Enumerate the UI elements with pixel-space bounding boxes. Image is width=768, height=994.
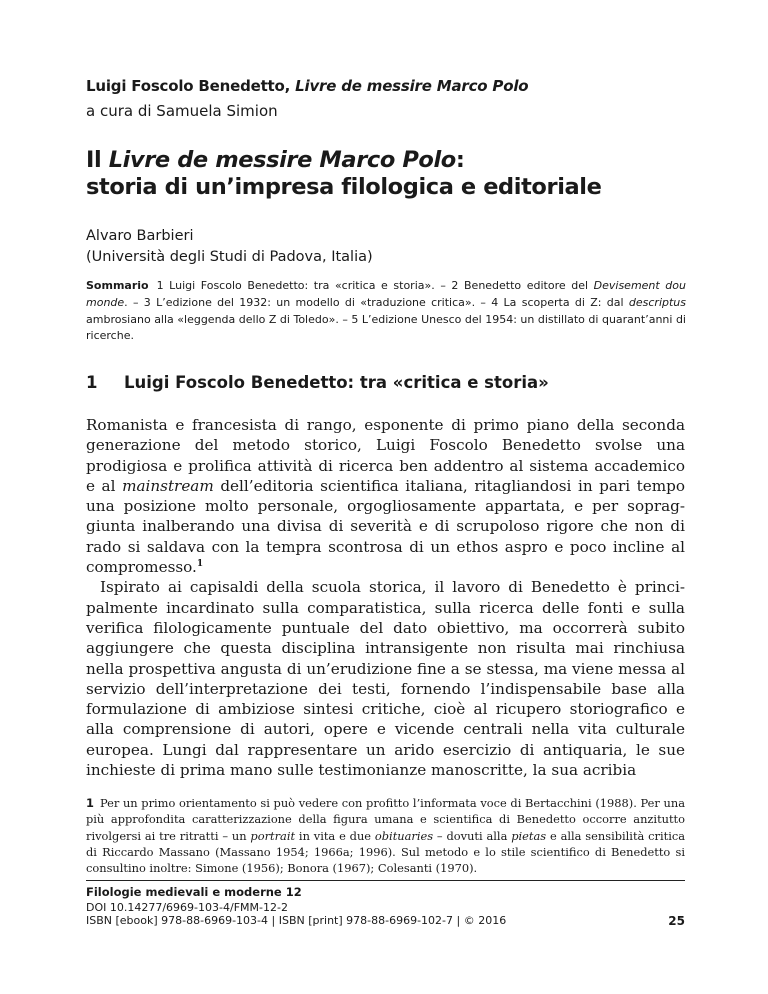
book-reference <box>86 77 528 95</box>
body-paragraph: Romanista e francesista di rango, esponente di primo piano della seconda generazione del metodo storico, Luigi Foscolo Benedetto svolse una prodigiosa e prolifica attività di ricerca ben addentro al sistema accademico e al mainstream dell’editoria scientifica italiana, ritagliandosi in pari tempo una posizione molto personale, orgogliosamente appartata, e per sopraggiunta inalberando una divisa di severità e di scrupoloso rigore che non di rado si saldava con la tempra scontrosa di un ethos aspro e poco incline al compromesso.$^1$ <box>86 416 686 577</box>
article-title: Il Livre de messire Marco Polo: storia di un’impresa filologica e editoriale <box>86 147 602 200</box>
footer-rule <box>86 880 685 881</box>
summary-label: Sommario <box>86 279 149 292</box>
footnote: 1 Per un primo orientamento si può vedere con profitto l’informata voce di Bertacchini (1988). Per una più approfondita caratterizzazione della figura umana e scientifica di Benedetto occorre anzitutto rivolgersi ai tre ritratti – un portrait in vita e due obituaries – dovuti alla pietas e alla sensibilità critica di Riccardo Massano (Massano 1954; 1966a; 1996). Sul metodo e lo stile scientifico di Benedetto si consultino inoltre: Simone (1956); Bonora (1967); Colesanti (1970). <box>86 796 686 876</box>
book-title: Livre de messire Marco Polo <box>295 77 529 95</box>
book-editor: a cura di Samuela Simion <box>86 102 278 120</box>
isbn: ISBN [ebook] 978-88-6969-103-4 | ISBN [print] 978-88-6969-102-7 | © 2016 <box>86 914 507 927</box>
footnote-ref[interactable]: 1 <box>196 559 204 570</box>
footnote-number: 1 <box>86 796 94 810</box>
page-number: 25 <box>668 914 685 928</box>
article-title-line2: storia di un’impresa filologica e editoriale <box>86 174 602 200</box>
author-name: Alvaro Barbieri <box>86 228 194 244</box>
book-author: Luigi Foscolo Benedetto, <box>86 77 296 95</box>
summary: Sommario 1 Luigi Foscolo Benedetto: tra «critica e storia». – 2 Benedetto editore del Devisement dou monde. – 3 L’edizione del 1932: un modello di «traduzione critica». – 4 La scoperta di Z: dal descriptus ambrosiano alla «leggenda dello Z di Toledo». – 5 L’edizione Unesco del 1954: un distillato di quarant’anni di ricerche. <box>86 279 686 343</box>
journal-name: Filologie medievali e moderne 12 <box>86 885 302 899</box>
article-title-italic: Livre de messire Marco Polo <box>108 147 456 173</box>
section-heading <box>86 373 549 392</box>
article-author <box>86 226 373 268</box>
body-text <box>86 415 685 780</box>
doi[interactable]: DOI 10.14277/6969-103-4/FMM-12-2 <box>86 901 288 914</box>
section-number: 1 <box>86 373 98 392</box>
body-paragraph: Ispirato ai capisaldi della scuola storica, il lavoro di Benedetto è principalmente incardinato sulla comparatistica, sulla ricerca delle fonti e sulla verifica filologicamente puntuale del dato obiettivo, ma occorrerà subito aggiungere che questa disciplina intransigente non risulta mai rinchiusa nella prospettiva angusta di un’erudizione fine a se stessa, ma viene messa al servizio dell’interpretazione dei testi, fornendo l’indispensabile base alla formulazione di ambiziose sintesi critiche, cioè al ricupero storiografico e alla comprensione di autori, opere e vicende centrali nella vita culturale europea. Lungi dal rappresentare un arido esercizio di antiquaria, le sue inchieste di prima mano sulle testimonianze manoscritte, la sua acribia <box>86 578 685 780</box>
section-title: Luigi Foscolo Benedetto: tra «critica e storia» <box>124 373 549 392</box>
author-affiliation: (Università degli Studi di Padova, Italia) <box>86 249 373 265</box>
